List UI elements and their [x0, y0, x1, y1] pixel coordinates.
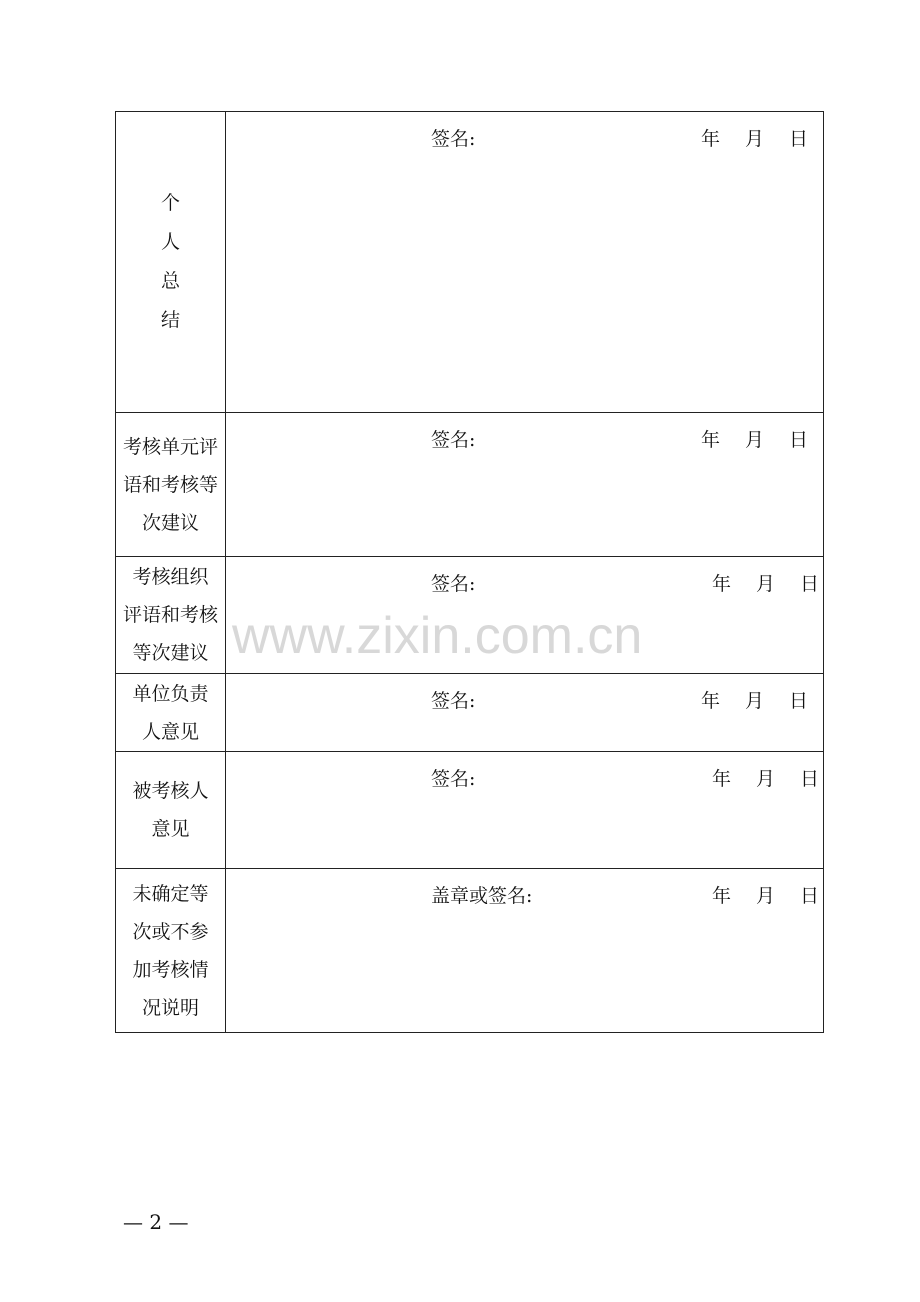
- row-label-line: 人: [160, 231, 180, 253]
- year-label: 年: [712, 768, 732, 790]
- personal-summary-row: [116, 112, 823, 413]
- month-label: 月: [756, 885, 776, 907]
- organization-comment-row: [116, 557, 823, 674]
- row-label-line: 被考核人: [132, 780, 209, 802]
- row-label-line: 等次建议: [132, 642, 209, 664]
- month-label: 月: [756, 768, 776, 790]
- page-number: — 2 —: [123, 1210, 189, 1234]
- month-label: 月: [745, 690, 765, 712]
- signature-label: 签名:: [431, 768, 476, 790]
- date-field: [701, 425, 808, 452]
- month-label: 月: [756, 573, 776, 595]
- row-label: [116, 869, 226, 1032]
- signature-label: 签名:: [431, 690, 476, 712]
- day-label: 日: [789, 128, 809, 150]
- row-label: [116, 112, 226, 412]
- row-label-line: 单位负责: [132, 682, 209, 705]
- signature-label: 签名:: [431, 429, 476, 451]
- day-label: 日: [789, 429, 809, 451]
- row-label-line: 考核组织: [132, 566, 209, 588]
- date-field: [712, 764, 819, 791]
- year-label: 年: [712, 885, 732, 907]
- row-label: [116, 557, 226, 673]
- watermark: www.zixin.com.cn: [232, 607, 643, 665]
- row-label: [116, 752, 226, 868]
- row-label-line: 况说明: [141, 996, 199, 1019]
- date-field: [701, 124, 808, 151]
- row-label-line: 语和考核等: [122, 473, 218, 496]
- day-label: 日: [800, 885, 820, 907]
- row-label: [116, 413, 226, 556]
- year-label: 年: [701, 690, 721, 712]
- year-label: 年: [701, 128, 721, 150]
- row-label-line: 结: [160, 309, 180, 331]
- month-label: 月: [745, 429, 765, 451]
- seal-or-signature-label: 盖章或签名:: [431, 885, 533, 907]
- signature-label: 签名:: [431, 128, 476, 150]
- row-label-line: 加考核情: [132, 958, 209, 981]
- date-field: [701, 686, 808, 713]
- day-label: 日: [800, 768, 820, 790]
- row-label-line: 总: [160, 270, 180, 292]
- row-label-line: 次建议: [141, 511, 199, 534]
- day-label: 日: [789, 690, 809, 712]
- row-label-line: 未确定等: [132, 882, 209, 905]
- month-label: 月: [745, 128, 765, 150]
- row-label-line: 次或不参: [132, 920, 209, 943]
- date-field: [712, 569, 819, 596]
- row-label-line: 意见: [151, 818, 190, 840]
- row-label-line: 个: [160, 192, 180, 214]
- signature-label: 签名:: [431, 573, 476, 595]
- date-field: [712, 881, 819, 908]
- day-label: 日: [800, 573, 820, 595]
- unit-comment-row: [116, 413, 823, 557]
- row-label-line: 评语和考核: [122, 604, 218, 626]
- row-label-line: 人意见: [141, 720, 199, 743]
- year-label: 年: [712, 573, 732, 595]
- undetermined-explanation-row: [116, 869, 823, 1032]
- year-label: 年: [701, 429, 721, 451]
- assessee-opinion-row: [116, 752, 823, 869]
- assessment-form-table: [115, 111, 824, 1033]
- unit-leader-opinion-row: [116, 674, 823, 752]
- row-label-line: 考核单元评: [122, 435, 218, 458]
- row-label: [116, 674, 226, 751]
